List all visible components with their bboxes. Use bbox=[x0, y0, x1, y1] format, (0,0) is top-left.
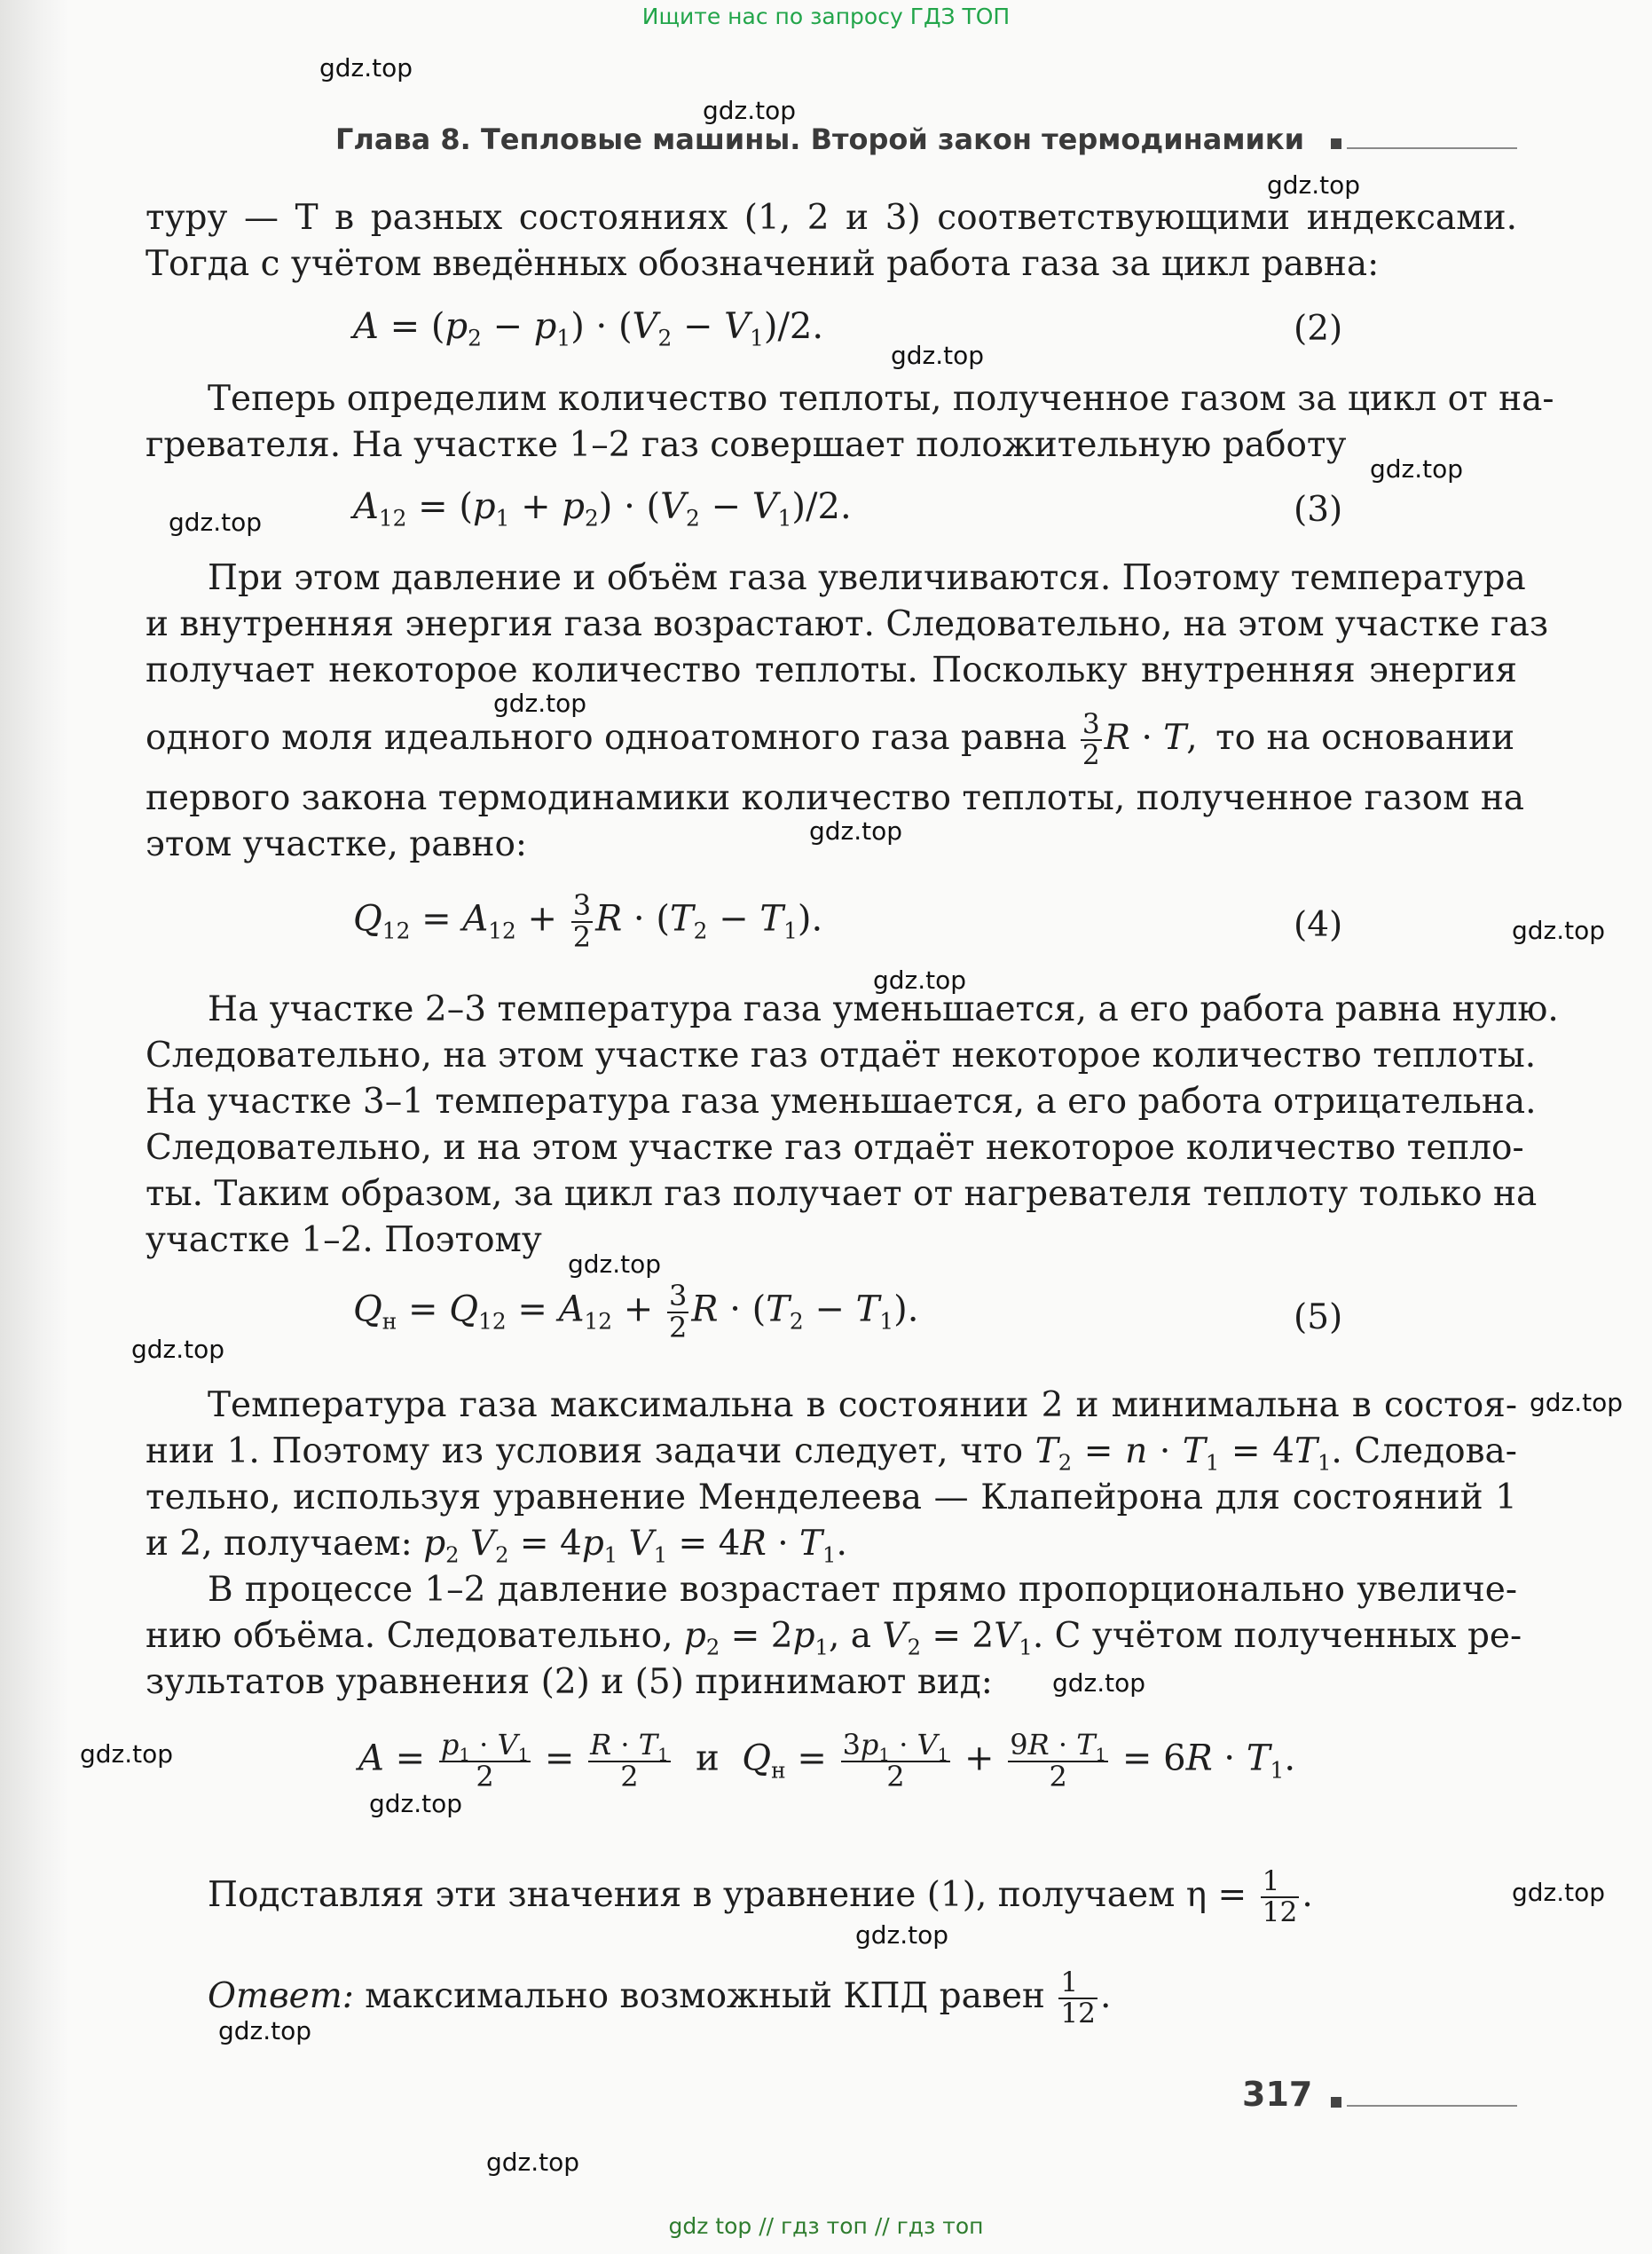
text-line bbox=[146, 1523, 1517, 1568]
watermark: gdz.top bbox=[80, 1739, 174, 1769]
text-line: На участке 3–1 температура газа уменьшается, а его работа отрицательна. bbox=[146, 1082, 1537, 1122]
text-fragment: С учётом полученных ре- bbox=[1054, 1616, 1522, 1656]
watermark: gdz.top bbox=[486, 2148, 580, 2177]
fraction: $\frac{R \cdot T_1}{2}$ bbox=[590, 1728, 669, 1793]
footer-rule bbox=[1347, 2105, 1517, 2107]
fraction: $\frac{9R \cdot T_1}{2}$ bbox=[1010, 1728, 1107, 1793]
fraction: $\frac{1}{12}$ bbox=[1262, 1865, 1298, 1928]
watermark: gdz.top bbox=[809, 816, 903, 846]
watermark: gdz.top bbox=[1267, 170, 1361, 200]
text-line: туру — T в разных состояниях (1, 2 и 3) соответствующими индексами. bbox=[146, 198, 1517, 238]
text-line: При этом давление и объём газа увеличиваются. Поэтому температура bbox=[208, 558, 1526, 598]
text-line: Следовательно, и на этом участке газ отдаёт некоторое количество тепло- bbox=[146, 1128, 1524, 1168]
text-line: Тогда с учётом введённых обозначений работа газа за цикл равна: bbox=[146, 244, 1380, 284]
watermark: gdz.top bbox=[131, 1335, 225, 1364]
conjunction: и bbox=[696, 1738, 720, 1779]
text-line: Теперь определим количество теплоты, полученное газом за цикл от на- bbox=[208, 379, 1554, 419]
text-fragment: нию объёма. Следовательно, bbox=[146, 1616, 673, 1656]
equation-3: $A_{12} = (p_1 + p_2) \cdot (V_2 - V_1)/2$. bbox=[353, 486, 852, 532]
watermark: gdz.top bbox=[369, 1789, 463, 1818]
text-fragment: то на основании bbox=[1215, 717, 1515, 758]
equation-number: (4) bbox=[1294, 905, 1343, 945]
equation-number: (2) bbox=[1294, 309, 1343, 349]
equation-number: (5) bbox=[1294, 1297, 1343, 1337]
watermark: gdz.top bbox=[169, 508, 263, 537]
fraction: $\frac{p_1 \cdot V_1}{2}$ bbox=[440, 1728, 530, 1793]
text-line: Следовательно, на этом участке газ отдаёт некоторое количество теплоты. bbox=[146, 1036, 1537, 1076]
text-line: тельно, используя уравнение Менделеева — Клапейрона для состояний 1 bbox=[146, 1478, 1517, 1517]
text-fragment: и 2, получаем: bbox=[146, 1524, 413, 1564]
text-line: и внутренняя энергия газа возрастают. Следовательно, на этом участке газ bbox=[146, 604, 1549, 644]
watermark: gdz.top bbox=[855, 1920, 949, 1950]
inline-formula: η = $\frac{1}{12}$ . bbox=[1185, 1865, 1313, 1928]
watermark: gdz.top bbox=[703, 96, 797, 125]
text-line: ты. Таким образом, за цикл газ получает от нагревателя теплоту только на bbox=[146, 1174, 1538, 1214]
answer-label: Ответ: bbox=[208, 1975, 354, 2016]
text-line: первого закона термодинамики количество теплоты, полученное газом на bbox=[146, 778, 1525, 818]
watermark: gdz.top bbox=[891, 341, 985, 370]
text-line: В процессе 1–2 давление возрастает прямо пропорционально увеличе- bbox=[208, 1570, 1517, 1610]
text-line: Температура газа максимальна в состоянии 2 и минимальна в состоя- bbox=[208, 1385, 1517, 1425]
fraction: $\frac{3}{2}$ bbox=[669, 1279, 688, 1344]
answer-text: максимально возможный КПД равен bbox=[365, 1975, 1045, 2016]
text-fragment: одного моля идеального одноатомного газа равна bbox=[146, 717, 1067, 758]
text-fragment: нии 1. Поэтому из условия задачи следует, что bbox=[146, 1431, 1024, 1471]
fraction: $\frac{3}{2}$ bbox=[1082, 708, 1100, 771]
text-line: зультатов уравнения (2) и (5) принимают вид: bbox=[146, 1662, 993, 1702]
watermark: gdz.top bbox=[1052, 1668, 1146, 1698]
header-rule bbox=[1347, 147, 1517, 149]
answer-line: Ответ: максимально возможный КПД равен $\frac{1}{12}$ . bbox=[208, 1966, 1112, 2029]
watermark: gdz.top bbox=[1370, 454, 1464, 484]
text-fragment: Подставляя эти значения в уравнение (1), получаем bbox=[208, 1874, 1176, 1915]
fraction: $\frac{3p_1 \cdot V_1}{2}$ bbox=[842, 1728, 949, 1793]
text-fragment: Следова- bbox=[1354, 1431, 1517, 1471]
chapter-header: Глава 8. Тепловые машины. Второй закон термодинамики bbox=[335, 122, 1305, 156]
footer-bullet bbox=[1331, 2097, 1341, 2108]
inline-formula: $p_2 = 2p_1$, а $V_2 = 2V_1$. bbox=[683, 1616, 1044, 1660]
fraction: $\frac{1}{12}$ bbox=[1060, 1966, 1096, 2029]
header-bullet bbox=[1331, 138, 1341, 149]
fraction: $\frac{3}{2}$ bbox=[572, 888, 592, 954]
text-line: гревателя. На участке 1–2 газ совершает положительную работу bbox=[146, 425, 1347, 465]
text-line bbox=[208, 1867, 1517, 1927]
equation-number: (3) bbox=[1294, 490, 1343, 530]
watermark: gdz.top bbox=[218, 2016, 312, 2045]
text-line: участке 1–2. Поэтому bbox=[146, 1220, 542, 1260]
text-line: этом участке, равно: bbox=[146, 824, 528, 864]
top-banner[interactable]: Ищите нас по запросу ГДЗ ТОП bbox=[641, 4, 1011, 29]
watermark: gdz.top bbox=[568, 1249, 662, 1279]
watermark: gdz.top bbox=[493, 689, 587, 718]
inline-formula: $T_2 = n \cdot T_1 = 4T_1$. bbox=[1034, 1431, 1342, 1476]
text-line: На участке 2–3 температура газа уменьшается, а его работа равна нулю. bbox=[208, 989, 1559, 1029]
text-line bbox=[146, 1615, 1522, 1660]
page-number: 317 bbox=[1242, 2075, 1313, 2114]
watermark: gdz.top bbox=[319, 53, 413, 83]
bottom-banner[interactable]: gdz top // гдз топ // гдз топ bbox=[668, 2213, 984, 2239]
equation-results: A = $\frac{p_1 \cdot V_1}{2}$ = $\frac{R \cdot T_1}{2}$ и $Q_н$ = $\frac{3p_1 \cdot V_1}{2}$ + $\frac{9R \cdot T_1}{2}$ = $6R \cdot T_1$. bbox=[358, 1728, 1296, 1793]
watermark: gdz.top bbox=[1512, 1878, 1606, 1907]
text-line: одного моля идеального одноатомного газа равна $\frac{3}{2}$ R · T, то на основании bbox=[146, 708, 1515, 771]
watermark: gdz.top bbox=[1512, 916, 1606, 945]
equation-4: $Q_{12} = A_{12}$ + $\frac{3}{2}$ $R \cdot (T_2 - T_1)$. bbox=[353, 888, 823, 954]
inline-formula: $p_2$ $V_2 = 4p_1$ $V_1 = 4R \cdot T_1$. bbox=[423, 1524, 847, 1568]
watermark: gdz.top bbox=[873, 965, 967, 995]
text-line: получает некоторое количество теплоты. Поскольку внутренняя энергия bbox=[146, 650, 1517, 690]
watermark: gdz.top bbox=[1530, 1388, 1624, 1417]
equation-2: $A = (p_2 - p_1) \cdot (V_2 - V_1)/2$. bbox=[353, 306, 824, 351]
text-line bbox=[146, 1430, 1517, 1476]
equation-5: $Q_н = Q_{12} = A_{12}$ + $\frac{3}{2}$ $R \cdot (T_2 - T_1)$. bbox=[353, 1279, 919, 1344]
